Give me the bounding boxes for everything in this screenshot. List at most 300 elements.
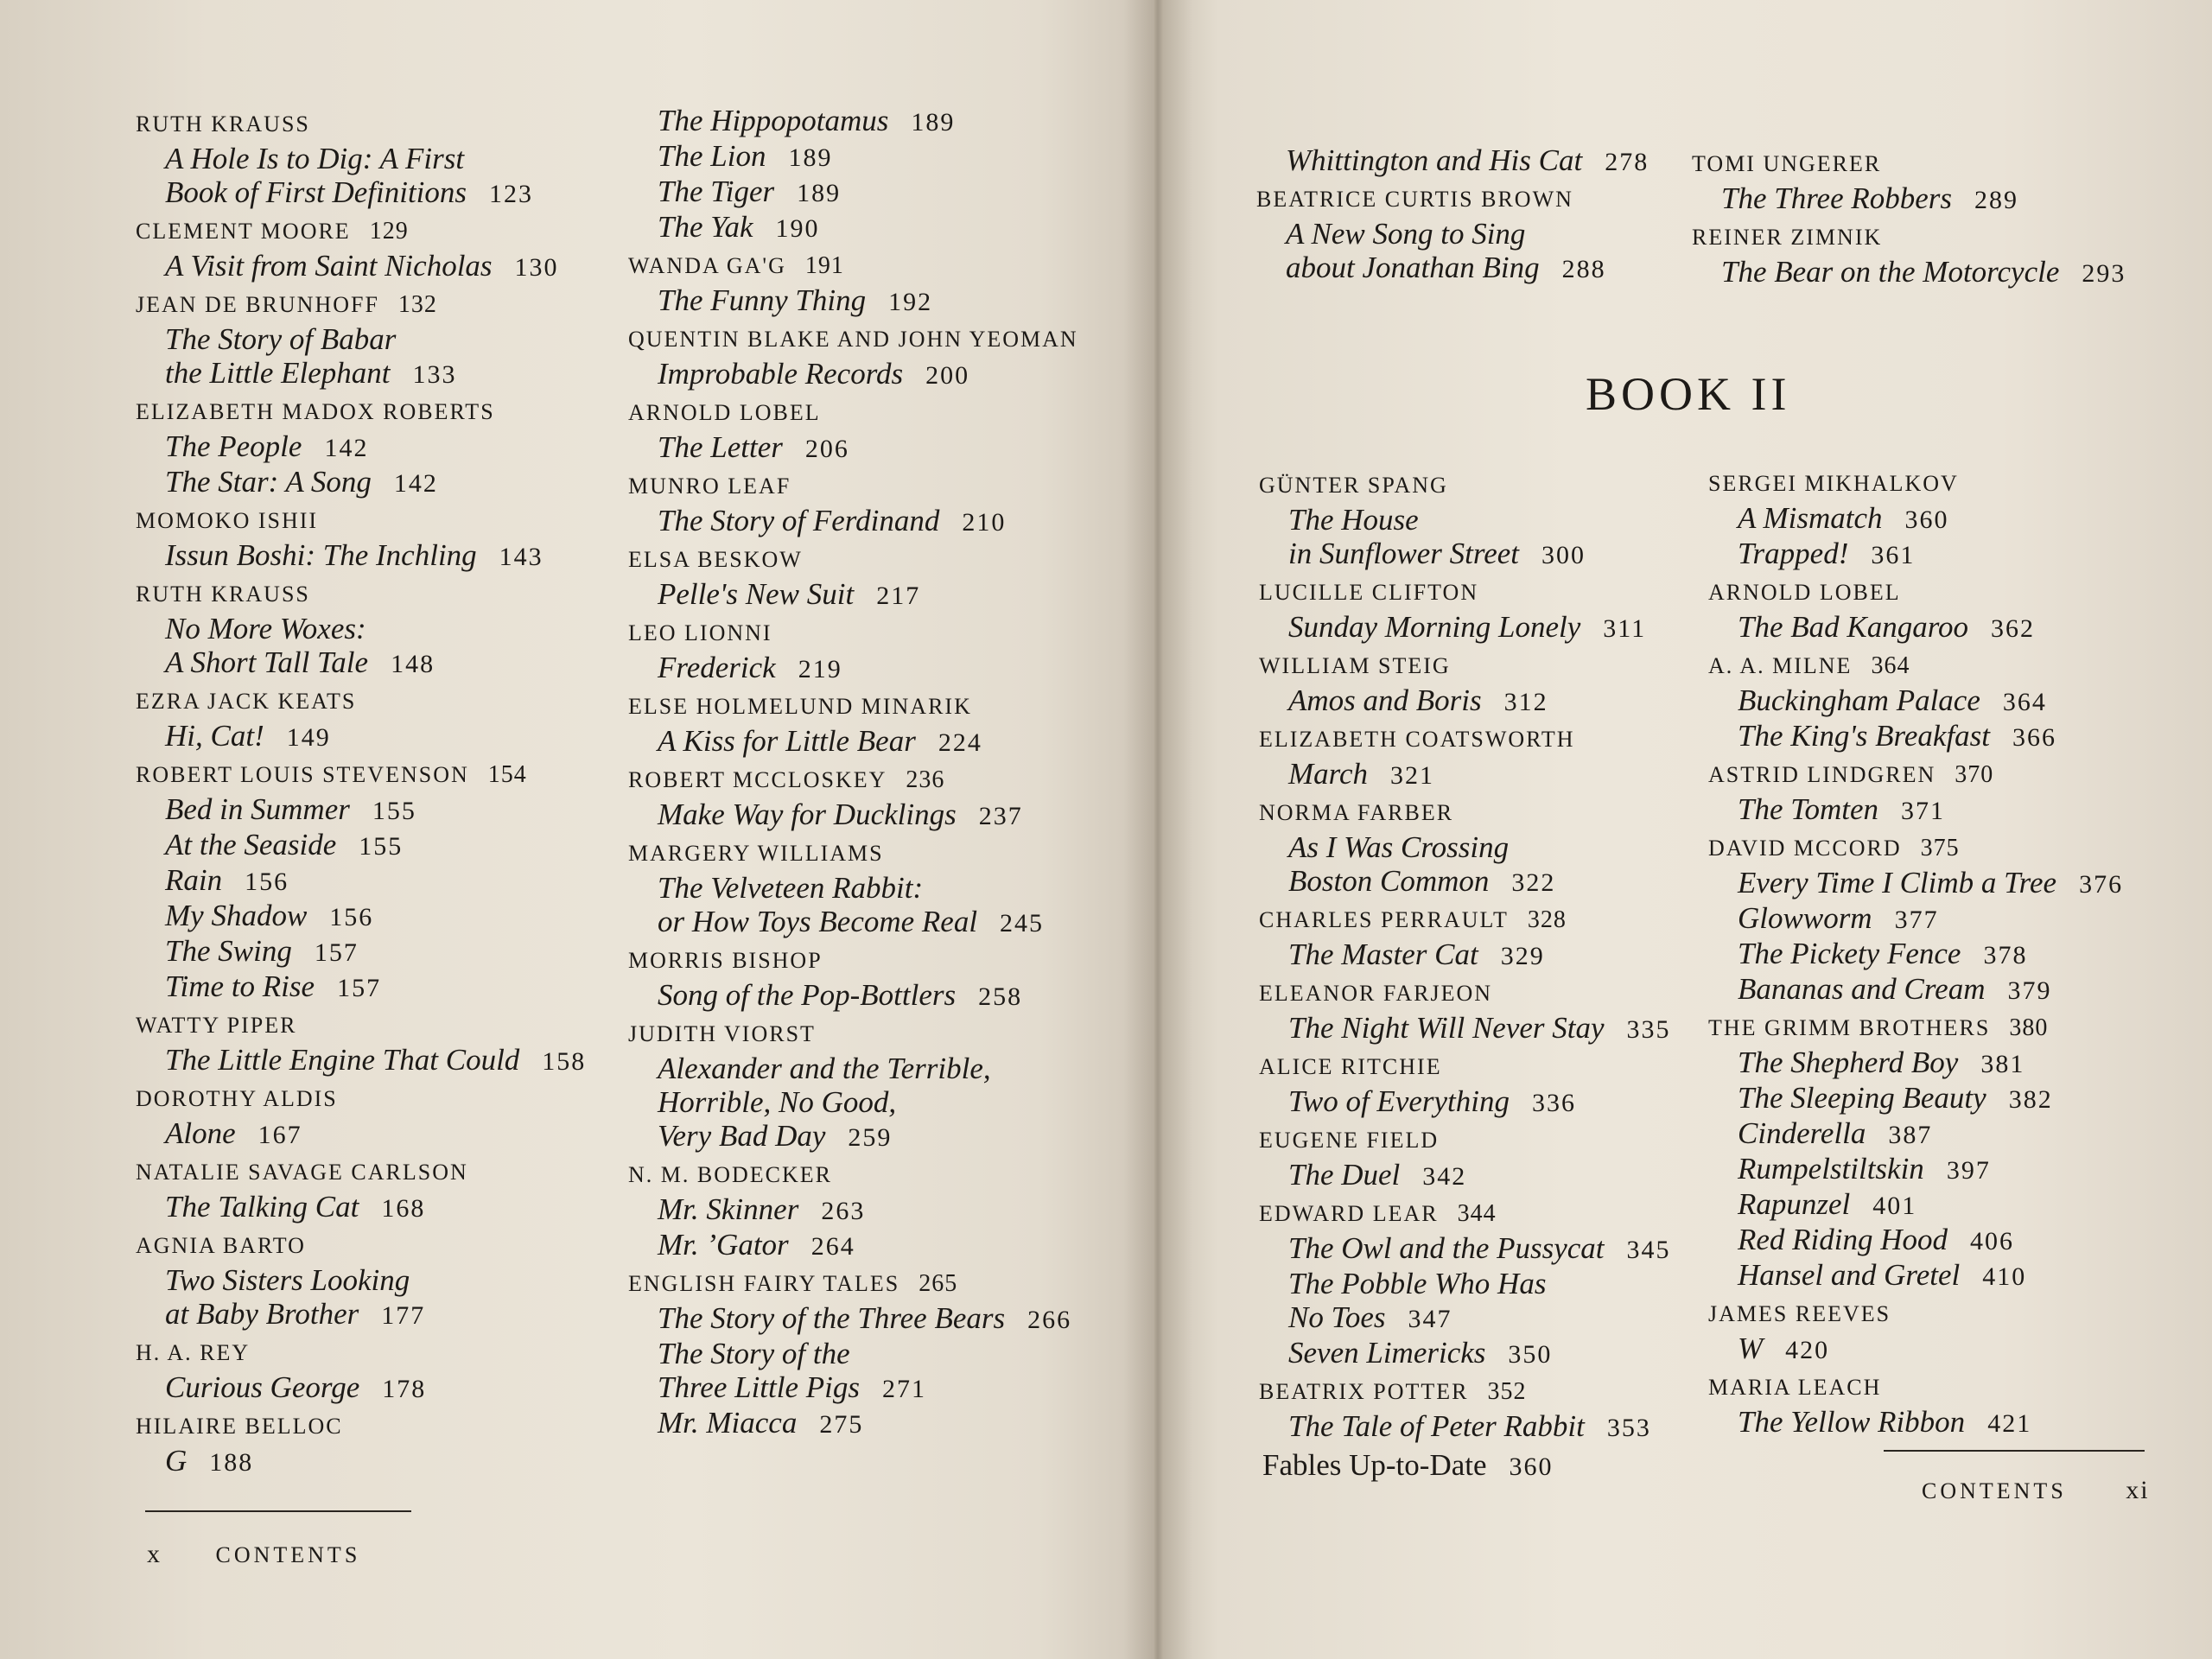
story-title-line [136, 863, 586, 899]
page-number: 217 [876, 582, 921, 610]
story-title: The Tale of Peter Rabbit [1288, 1409, 1585, 1443]
author-name [628, 836, 1078, 871]
page-number: 189 [911, 108, 956, 137]
page-number: 142 [324, 434, 369, 462]
author-label: AGNIA BARTO [136, 1233, 306, 1258]
author-label: ELSE HOLMELUND MINARIK [628, 694, 972, 719]
author-label: HILAIRE BELLOC [136, 1414, 343, 1439]
author-name [628, 543, 1078, 577]
page-number: 345 [1626, 1236, 1671, 1264]
story-title: The Sleeping Beauty [1738, 1081, 1986, 1115]
page-number: 278 [1605, 148, 1649, 176]
author-label: JUDITH VIORST [628, 1021, 816, 1046]
story-title-line [628, 175, 1078, 210]
toc-entry [1256, 143, 1649, 179]
story-title: The Star: A Song [165, 465, 372, 499]
section-label: Fables Up-to-Date [1262, 1448, 1487, 1482]
story-title: Song of the Pop-Bottlers [658, 978, 957, 1012]
story-title-line [1708, 1116, 2123, 1152]
story-title-line [628, 1370, 1078, 1406]
author-label: JEAN DE BRUNHOFF [136, 292, 379, 317]
story-title-line [136, 356, 586, 391]
story-title-line [136, 1263, 586, 1297]
story-title-line [628, 1192, 1078, 1228]
story-title-line [1259, 1267, 1671, 1300]
page-number: 264 [810, 1232, 855, 1261]
story-title: Rain [165, 863, 223, 897]
author-name [1259, 1197, 1671, 1231]
story-title: Whittington and His Cat [1286, 143, 1583, 177]
page-number: 148 [391, 650, 435, 678]
book-heading: BOOK II [1586, 368, 1791, 420]
story-title-line [136, 322, 586, 356]
story-title: A Short Tall Tale [165, 645, 369, 679]
page-number: 397 [1946, 1156, 1991, 1185]
page-number: 155 [372, 797, 416, 825]
right-top-column-2 [1692, 147, 2126, 294]
page-number: 219 [798, 655, 842, 683]
author-name [628, 1267, 1078, 1301]
story-title: in Sunflower Street [1288, 537, 1520, 570]
story-title: or How Toys Become Real [658, 905, 978, 938]
author-page-number: 265 [918, 1270, 958, 1297]
story-title-line [1708, 1258, 2123, 1294]
story-title-line [1259, 1231, 1671, 1267]
page-number: 224 [938, 728, 982, 757]
page-number: 178 [382, 1375, 427, 1403]
toc-entry [1259, 903, 1671, 973]
story-title: Horrible, No Good, [658, 1085, 897, 1119]
story-title-line [136, 1043, 586, 1078]
entry-spacer [1708, 1440, 2123, 1444]
author-name [1708, 1297, 2123, 1332]
story-title: The King's Breakfast [1738, 719, 1991, 753]
story-title-line [1259, 537, 1671, 572]
story-title-line [1259, 1158, 1671, 1193]
author-label: MUNRO LEAF [628, 474, 791, 499]
toc-entry [628, 1267, 1078, 1441]
author-label: ROBERT MCCLOSKEY [628, 767, 887, 792]
page-number: 289 [1974, 186, 2019, 214]
author-name [1692, 147, 2126, 181]
story-title: Two of Everything [1288, 1084, 1510, 1118]
story-title-line [136, 249, 586, 284]
author-name [1259, 722, 1671, 757]
toc-entry [136, 577, 586, 681]
author-name [136, 1229, 586, 1263]
right-column-1 [1259, 468, 1671, 1488]
left-footer [147, 1540, 360, 1569]
page-number: 366 [2012, 723, 2057, 752]
author-name [628, 1017, 1078, 1052]
author-name [1708, 758, 2123, 792]
toc-entry [1708, 1370, 2123, 1440]
story-title-line [1708, 537, 2123, 572]
story-title: My Shadow [165, 899, 308, 932]
left-column-2 [628, 104, 1078, 1445]
author-label: CLEMENT MOORE [136, 219, 351, 244]
story-title: The Story of Babar [165, 322, 397, 356]
story-title: Every Time I Climb a Tree [1738, 866, 2057, 899]
story-title: The Pobble Who Has [1288, 1267, 1547, 1300]
story-title: Amos and Boris [1288, 683, 1482, 717]
toc-entry [628, 944, 1078, 1014]
story-title-line [1259, 610, 1671, 645]
story-title: Seven Limericks [1288, 1336, 1486, 1370]
page-number: 329 [1500, 942, 1545, 970]
author-label: ALICE RITCHIE [1259, 1054, 1442, 1079]
story-title: the Little Elephant [165, 356, 391, 390]
story-title: Make Way for Ducklings [658, 798, 957, 831]
author-label: RUTH KRAUSS [136, 111, 310, 137]
author-name [1256, 182, 1649, 217]
author-name [1259, 903, 1671, 938]
page-number: 353 [1606, 1414, 1651, 1442]
story-title: The Story of Ferdinand [658, 504, 940, 537]
story-title: The Swing [165, 934, 292, 968]
story-title-line [1259, 503, 1671, 537]
story-title: A New Song to Sing [1286, 217, 1526, 251]
right-footer-rule [1884, 1450, 2145, 1452]
toc-entry [136, 214, 586, 284]
page-number: 157 [337, 974, 382, 1002]
story-title-line [136, 1444, 586, 1479]
story-title: The Owl and the Pussycat [1288, 1231, 1605, 1265]
story-title: No More Woxes: [165, 612, 366, 645]
page-number: 364 [2002, 688, 2047, 716]
story-title: The House [1288, 503, 1419, 537]
author-label: ELSA BESKOW [628, 547, 803, 572]
story-title-line [628, 210, 1078, 245]
author-label: EDWARD LEAR [1259, 1201, 1439, 1226]
author-page-number: 370 [1955, 761, 1994, 788]
story-title-line [1708, 1046, 2123, 1081]
page-number: 406 [1970, 1227, 2015, 1255]
author-name [1708, 1370, 2123, 1405]
story-title: The Lion [658, 139, 766, 173]
page-number: 167 [257, 1121, 302, 1149]
toc-entry [1259, 976, 1671, 1046]
author-name [136, 577, 586, 612]
toc-entry [628, 104, 1078, 245]
story-title-line [1259, 864, 1671, 899]
page-number: 410 [1982, 1262, 2027, 1291]
author-name [136, 395, 586, 429]
author-label: ELEANOR FARJEON [1259, 981, 1493, 1006]
story-title-line [628, 1085, 1078, 1119]
story-title: Hi, Cat! [165, 719, 264, 753]
page-number: 156 [329, 903, 374, 931]
story-title-line [1708, 1332, 2123, 1367]
story-title-line [136, 899, 586, 934]
toc-entry [136, 1229, 586, 1332]
story-title-line [1708, 792, 2123, 828]
story-title-line [1692, 181, 2126, 217]
entry-spacer [628, 1441, 1078, 1445]
page-number: 376 [2079, 870, 2124, 899]
left-running-head: CONTENTS [215, 1542, 361, 1567]
toc-entry [1708, 831, 2123, 1007]
toc-entry [628, 1158, 1078, 1263]
story-title: at Baby Brother [165, 1297, 359, 1331]
toc-entry [628, 469, 1078, 539]
toc-entry [136, 1409, 586, 1479]
story-title: Red Riding Hood [1738, 1223, 1948, 1256]
story-title-line [1256, 251, 1649, 286]
author-label: WANDA GA'G [628, 253, 786, 278]
story-title-line [136, 429, 586, 465]
author-name [136, 1082, 586, 1116]
page-number: 259 [848, 1123, 893, 1152]
story-title: Issun Boshi: The Inchling [165, 538, 477, 572]
page-number: 190 [775, 214, 820, 243]
author-label: A. A. MILNE [1708, 653, 1853, 678]
author-page-number: 154 [487, 761, 527, 788]
author-name [1259, 575, 1671, 610]
story-title-line [628, 139, 1078, 175]
toc-entry [628, 249, 1078, 319]
author-label: TOMI UNGERER [1692, 151, 1882, 176]
author-name [136, 1409, 586, 1444]
story-title: The Funny Thing [658, 283, 867, 317]
page-number: 293 [2082, 259, 2126, 288]
story-title-line [136, 1190, 586, 1225]
author-name [136, 288, 586, 322]
author-name [136, 684, 586, 719]
page-number: 149 [286, 723, 331, 752]
story-title-line [136, 934, 586, 969]
page-number: 371 [1901, 797, 1946, 825]
story-title-line [1259, 1336, 1671, 1371]
story-title: Time to Rise [165, 969, 315, 1003]
author-name [1708, 831, 2123, 866]
author-name [628, 1158, 1078, 1192]
author-label: N. M. BODECKER [628, 1162, 833, 1187]
page-number: 335 [1626, 1015, 1671, 1044]
story-title-line [1708, 610, 2123, 645]
story-title-line [1708, 501, 2123, 537]
author-page-number: 328 [1527, 906, 1567, 933]
page-number: 168 [381, 1194, 426, 1223]
page-number: 156 [245, 868, 289, 896]
toc-entry [136, 758, 586, 1005]
section-title [1259, 1448, 1671, 1484]
author-label: ASTRID LINDGREN [1708, 762, 1936, 787]
toc-entry [136, 1155, 586, 1225]
story-title: At the Seaside [165, 828, 337, 861]
story-title: A Hole Is to Dig: A First [165, 142, 465, 175]
author-name [628, 249, 1078, 283]
author-label: ENGLISH FAIRY TALES [628, 1271, 900, 1296]
author-label: NATALIE SAVAGE CARLSON [136, 1160, 468, 1185]
toc-entry [1708, 1297, 2123, 1367]
story-title-line [628, 1337, 1078, 1370]
toc-entry [1692, 147, 2126, 217]
story-title: G [165, 1444, 188, 1478]
author-label: MOMOKO ISHII [136, 508, 319, 533]
story-title-line [1259, 938, 1671, 973]
page-number: 311 [1603, 614, 1647, 643]
author-page-number: 352 [1487, 1378, 1527, 1405]
story-title: The Talking Cat [165, 1190, 359, 1224]
author-name [1708, 467, 2123, 501]
page-number: 245 [1000, 909, 1045, 938]
page-number: 157 [314, 938, 359, 967]
story-title-line [628, 357, 1078, 392]
author-label: CHARLES PERRAULT [1259, 907, 1509, 932]
author-label: ARNOLD LOBEL [628, 400, 821, 425]
author-name [1259, 1375, 1671, 1409]
author-name [1259, 1123, 1671, 1158]
toc-entry [1708, 575, 2123, 645]
entry-spacer [1259, 1484, 1671, 1488]
toc-entry [136, 1082, 586, 1152]
author-name [1259, 1050, 1671, 1084]
story-title-line [628, 430, 1078, 466]
story-title: As I Was Crossing [1288, 830, 1510, 864]
page-number: 263 [821, 1197, 866, 1225]
author-name [628, 469, 1078, 504]
page-number: 155 [359, 832, 404, 861]
page-number: 200 [925, 361, 970, 390]
story-title: Frederick [658, 651, 776, 684]
story-title: Book of First Definitions [165, 175, 467, 209]
author-page-number: 132 [397, 291, 437, 318]
toc-entry [136, 395, 586, 500]
toc-entry [136, 504, 586, 574]
story-title-line [628, 905, 1078, 940]
story-title-line [1259, 830, 1671, 864]
story-title: Very Bad Day [658, 1119, 826, 1153]
entry-spacer [136, 1479, 586, 1483]
story-title-line [1259, 757, 1671, 792]
story-title-line [1708, 683, 2123, 719]
page-number: 361 [1871, 541, 1916, 569]
story-title-line [1708, 972, 2123, 1007]
right-running-head: CONTENTS [1922, 1478, 2067, 1503]
story-title: Improbable Records [658, 357, 904, 391]
author-label: WATTY PIPER [136, 1013, 297, 1038]
toc-entry [628, 1017, 1078, 1154]
story-title: The Bear on the Motorcycle [1721, 255, 2060, 289]
page-number: 382 [2008, 1085, 2053, 1114]
story-title-line [628, 1052, 1078, 1085]
author-name [136, 1008, 586, 1043]
story-title: Buckingham Palace [1738, 683, 1980, 717]
story-title-line [1708, 1223, 2123, 1258]
page-number: 377 [1894, 906, 1939, 934]
page-number: 275 [819, 1410, 864, 1439]
story-title: Alone [165, 1116, 236, 1150]
page-number: 387 [1888, 1121, 1933, 1149]
story-title: Bed in Summer [165, 792, 350, 826]
author-name [1708, 649, 2123, 683]
story-title-line [136, 1370, 586, 1406]
author-label: ELIZABETH COATSWORTH [1259, 727, 1575, 752]
toc-entry [1259, 575, 1671, 645]
page-number: 421 [1987, 1409, 2032, 1438]
toc-entry [628, 396, 1078, 466]
story-title: A Kiss for Little Bear [658, 724, 916, 758]
toc-entry [1259, 722, 1671, 792]
author-label: RUTH KRAUSS [136, 582, 310, 607]
toc-entry [1259, 1050, 1671, 1120]
page-number: 288 [1561, 255, 1606, 283]
story-title-line [136, 1297, 586, 1332]
page-number: 237 [978, 802, 1023, 830]
toc-entry [1259, 1375, 1671, 1445]
author-page-number: 344 [1457, 1200, 1497, 1227]
page-number: 300 [1541, 541, 1586, 569]
page-number: 123 [489, 180, 534, 208]
page-number: 188 [209, 1448, 254, 1477]
author-label: NORMA FARBER [1259, 800, 1454, 825]
page-number: 189 [788, 143, 833, 172]
page-number: 420 [1785, 1336, 1830, 1364]
story-title: Mr. Skinner [658, 1192, 799, 1226]
story-title: The People [165, 429, 302, 463]
story-title-line [1708, 1081, 2123, 1116]
story-title-line [628, 724, 1078, 760]
story-title: The Three Robbers [1721, 181, 1953, 215]
story-title: The Duel [1288, 1158, 1401, 1192]
story-title-line [628, 1119, 1078, 1154]
story-title-line [1708, 1405, 2123, 1440]
toc-entry [1259, 1448, 1671, 1484]
story-title: The Tomten [1738, 792, 1879, 826]
story-title: The Master Cat [1288, 938, 1478, 971]
author-label: BEATRIX POTTER [1259, 1379, 1469, 1404]
author-label: ROBERT LOUIS STEVENSON [136, 762, 469, 787]
left-footer-rule [145, 1510, 411, 1512]
toc-entry [1259, 649, 1671, 719]
story-title-line [136, 969, 586, 1005]
story-title-line [628, 871, 1078, 905]
story-title: The Hippopotamus [658, 104, 889, 137]
toc-entry [1256, 182, 1649, 286]
author-label: THE GRIMM BROTHERS [1708, 1015, 1991, 1040]
left-page-number: x [147, 1540, 162, 1568]
toc-entry [628, 763, 1078, 833]
author-page-number: 129 [369, 218, 409, 245]
author-page-number: 375 [1920, 835, 1960, 861]
toc-entry [136, 684, 586, 754]
toc-entry [136, 107, 586, 211]
page-number: 206 [804, 435, 849, 463]
story-title: Mr. ’Gator [658, 1228, 789, 1262]
author-label: GÜNTER SPANG [1259, 473, 1448, 498]
right-top-column-1 [1256, 143, 1649, 289]
toc-entry [1708, 467, 2123, 572]
right-footer [1922, 1476, 2150, 1505]
story-title: March [1288, 757, 1369, 791]
page-number: 266 [1027, 1306, 1072, 1334]
author-name [1708, 1011, 2123, 1046]
page-number: 381 [1980, 1050, 2025, 1078]
author-label: REINER ZIMNIK [1692, 225, 1883, 250]
story-title-line [136, 828, 586, 863]
story-title: The Shepherd Boy [1738, 1046, 1959, 1079]
story-title: Glowworm [1738, 901, 1872, 935]
author-label: H. A. REY [136, 1340, 251, 1365]
author-name [1259, 468, 1671, 503]
story-title: Three Little Pigs [658, 1370, 860, 1404]
left-column-1 [136, 107, 586, 1483]
story-title: The Pickety Fence [1738, 937, 1961, 970]
story-title: The Bad Kangaroo [1738, 610, 1969, 644]
story-title: Sunday Morning Lonely [1288, 610, 1581, 644]
page-number: 158 [542, 1047, 587, 1076]
